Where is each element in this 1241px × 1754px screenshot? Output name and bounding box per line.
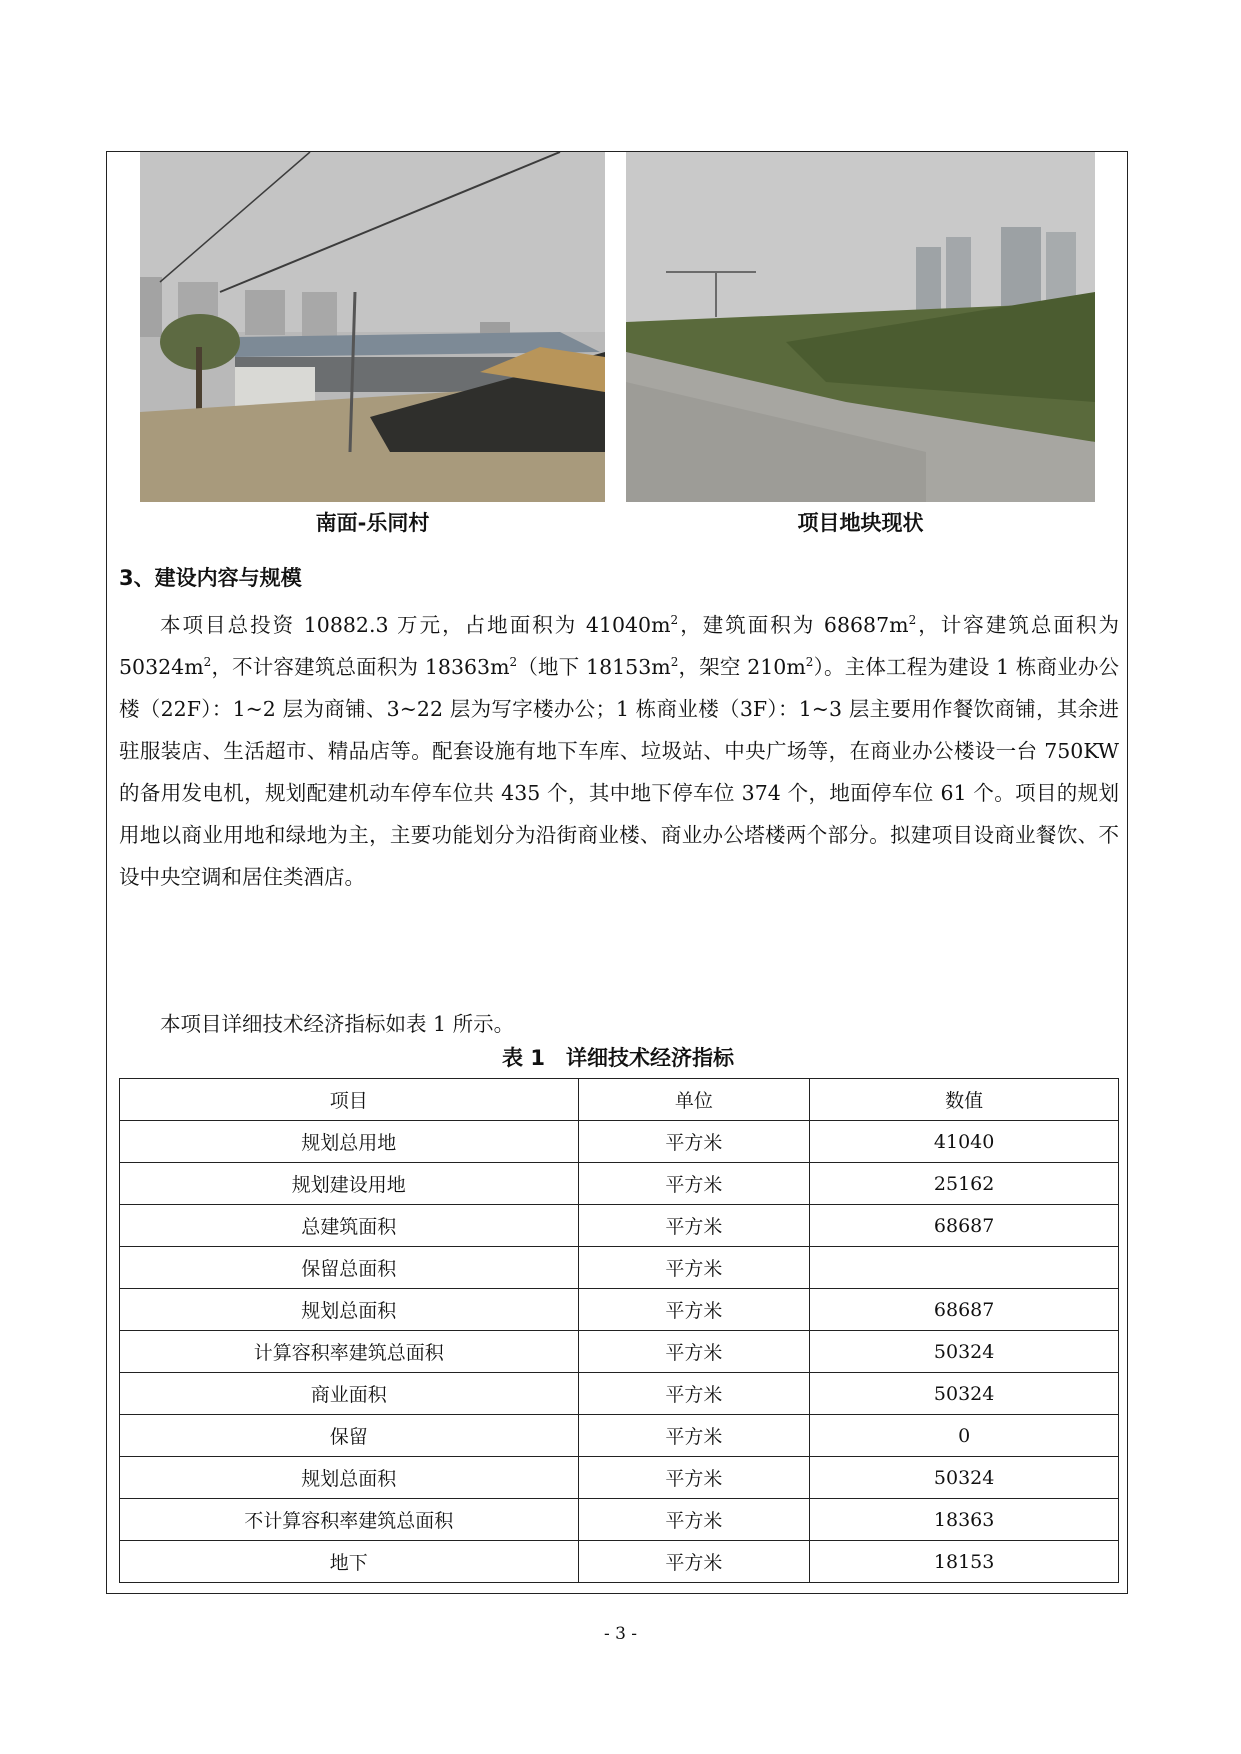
cell-value: 50324	[810, 1373, 1119, 1415]
cell-unit: 平方米	[578, 1163, 810, 1205]
header-item: 项目	[120, 1079, 579, 1121]
superscript: 2	[509, 655, 518, 670]
cell-item: 总建筑面积	[120, 1205, 579, 1247]
table-row	[120, 1289, 1119, 1331]
photo-project-site	[626, 152, 1095, 502]
cell-value: 18153	[810, 1541, 1119, 1583]
cell-item: 保留总面积	[120, 1247, 579, 1289]
cell-item: 保留	[120, 1415, 579, 1457]
cell-item: 不计算容积率建筑总面积	[120, 1499, 579, 1541]
cell-value: 0	[810, 1415, 1119, 1457]
cell-value: 50324	[810, 1331, 1119, 1373]
table-header-row	[120, 1079, 1119, 1121]
table-row	[120, 1121, 1119, 1163]
cell-item: 规划总面积	[120, 1289, 579, 1331]
table-intro-paragraph: 本项目详细技术经济指标如表 1 所示。	[160, 1012, 515, 1036]
photo-south-village	[140, 152, 605, 502]
table-title: 表 1 详细技术经济指标	[502, 1046, 734, 1070]
cell-unit: 平方米	[578, 1499, 810, 1541]
cell-unit: 平方米	[578, 1289, 810, 1331]
text-run: ，不计容建筑总面积为 18363m	[211, 655, 510, 679]
photo-project-site-image	[626, 152, 1095, 502]
table-row	[120, 1415, 1119, 1457]
cell-unit: 平方米	[578, 1373, 810, 1415]
cell-item: 规划总面积	[120, 1457, 579, 1499]
cell-value	[810, 1247, 1119, 1289]
cell-value: 68687	[810, 1205, 1119, 1247]
table-row	[120, 1499, 1119, 1541]
construction-paragraph	[119, 604, 1119, 898]
page-number: - 3 -	[603, 1624, 638, 1644]
cell-unit: 平方米	[578, 1247, 810, 1289]
tech-econ-table	[119, 1078, 1119, 1583]
table-row	[120, 1247, 1119, 1289]
cell-value: 18363	[810, 1499, 1119, 1541]
table-row	[120, 1373, 1119, 1415]
cell-unit: 平方米	[578, 1121, 810, 1163]
table-row	[120, 1163, 1119, 1205]
document-frame	[106, 151, 1128, 1594]
superscript: 2	[203, 655, 212, 670]
cell-unit: 平方米	[578, 1415, 810, 1457]
superscript: 2	[670, 613, 679, 628]
superscript: 2	[670, 655, 679, 670]
table-row	[120, 1541, 1119, 1583]
cell-item: 地下	[120, 1541, 579, 1583]
photo-south-village-image	[140, 152, 605, 502]
text-run: ）。主体工程为建设 1 栋商业办公楼（22F）：1~2 层为商铺、3~22 层为写字楼办公；1 栋商业楼（3F）：1~3 层主要用作餐饮商铺，其余进驻服装店、生活超市、精品店等。配套设施有地下车库、垃圾站、中央广场等，在商业办公楼设一台 750KW 的备用发电机，规划配建机动车停车位共 435 个，其中地下停车位 374 个，地面停车位 61 个。项目的规划用地以商业用地和绿地为主，主要功能划分为沿街商业楼、商业办公塔楼两个部分。拟建项目设商业餐饮、不设中央空调和居住类酒店。	[119, 655, 1120, 889]
cell-unit: 平方米	[578, 1541, 810, 1583]
cell-item: 规划建设用地	[120, 1163, 579, 1205]
cell-value: 50324	[810, 1457, 1119, 1499]
cell-value: 41040	[810, 1121, 1119, 1163]
text-run: （地下 18153m	[517, 655, 671, 679]
table-row	[120, 1457, 1119, 1499]
cell-item: 规划总用地	[120, 1121, 579, 1163]
cell-unit: 平方米	[578, 1331, 810, 1373]
table-row	[120, 1205, 1119, 1247]
header-value: 数值	[810, 1079, 1119, 1121]
cell-item: 计算容积率建筑总面积	[120, 1331, 579, 1373]
cell-value: 68687	[810, 1289, 1119, 1331]
text-run: 本项目总投资 10882.3 万元，占地面积为 41040m	[160, 613, 671, 637]
text-run: ，架空 210m	[678, 655, 806, 679]
superscript: 2	[805, 655, 814, 670]
photo-caption-right: 项目地块现状	[797, 511, 924, 535]
superscript: 2	[908, 613, 917, 628]
cell-unit: 平方米	[578, 1457, 810, 1499]
table-row	[120, 1331, 1119, 1373]
header-unit: 单位	[578, 1079, 810, 1121]
section-title: 3、建设内容与规模	[119, 566, 302, 590]
text-run: ，计容建筑总面积为 50324m	[119, 613, 1119, 679]
cell-item: 商业面积	[120, 1373, 579, 1415]
photo-caption-left: 南面-乐同村	[315, 511, 430, 535]
cell-unit: 平方米	[578, 1205, 810, 1247]
text-run: ，建筑面积为 68687m	[678, 613, 909, 637]
cell-value: 25162	[810, 1163, 1119, 1205]
